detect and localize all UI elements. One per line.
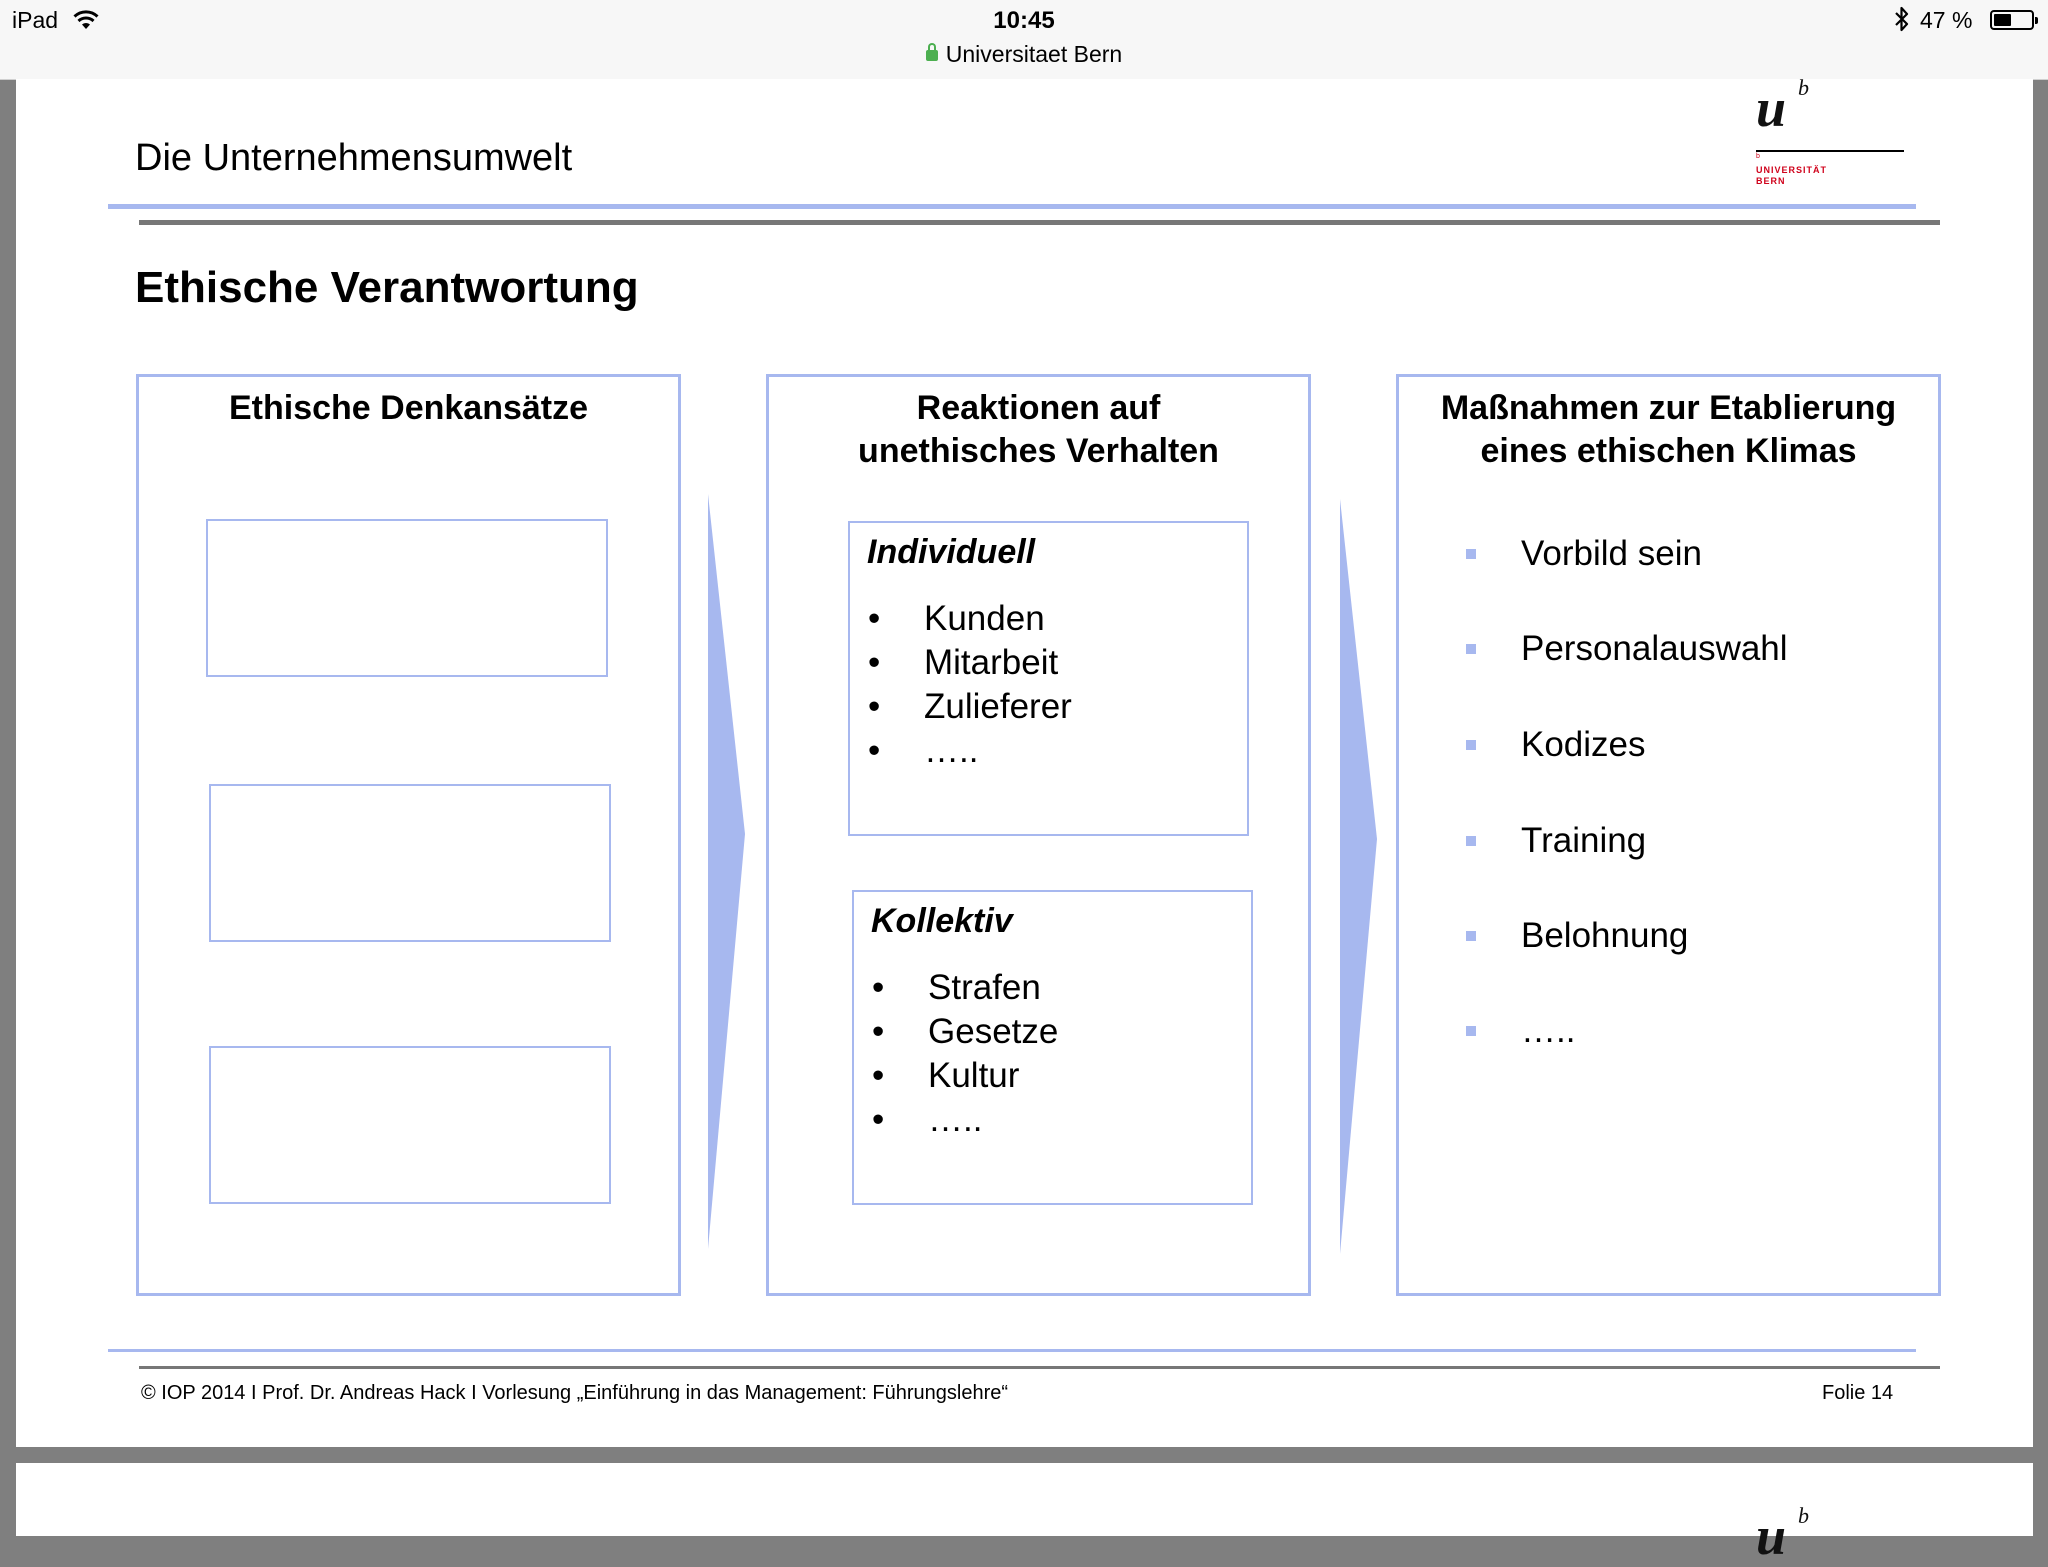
arrow-right-icon: [706, 494, 746, 1249]
list-item: Personalauswahl: [1466, 627, 1926, 671]
group-individual-title: Individuell: [867, 533, 1036, 571]
header-rule-grey: [139, 220, 1940, 225]
list-item: …..: [1466, 1009, 1926, 1053]
column-3-heading-line-2: eines ethischen Klimas: [1480, 432, 1857, 470]
slide-page: [16, 75, 2033, 1447]
logo-superscript: b: [1798, 75, 1809, 100]
url-bar[interactable]: [0, 41, 2048, 68]
header-rule-blue: [108, 204, 1916, 209]
group-collective-title: Kollektiv: [871, 902, 1013, 940]
logo-rule: [1756, 150, 1904, 152]
empty-placeholder-box: [209, 784, 611, 942]
empty-placeholder-box: [209, 1046, 611, 1204]
main-title: Ethische Verantwortung: [135, 263, 639, 312]
measures-list: [1466, 532, 1926, 1092]
logo-line-1: UNIVERSITÄT: [1756, 165, 1828, 175]
logo-small-b: b: [1756, 153, 1760, 160]
list-item: • Kultur: [872, 1056, 1020, 1095]
square-bullet-icon: [1466, 644, 1476, 654]
group-individual-list: [868, 597, 1228, 773]
column-ethical-approaches: [136, 374, 681, 1296]
list-item: Vorbild sein: [1466, 532, 1926, 576]
square-bullet-icon: [1466, 931, 1476, 941]
battery-icon: [1990, 10, 2034, 30]
footer-text: © IOP 2014 I Prof. Dr. Andreas Hack I Vorlesung „Einführung in das Management: Führungslehre“: [141, 1382, 1009, 1404]
logo-superscript: b: [1798, 1503, 1809, 1528]
arrow-right-icon: [1338, 499, 1378, 1254]
square-bullet-icon: [1466, 549, 1476, 559]
logo-mark: u: [1756, 78, 1787, 138]
logo-mark: u: [1756, 1506, 1787, 1566]
logo-line-2: BERN: [1756, 176, 1786, 186]
square-bullet-icon: [1466, 740, 1476, 750]
group-collective-list: [872, 966, 1232, 1142]
clock: 10:45: [993, 7, 1055, 34]
bluetooth-icon: [1893, 5, 1911, 33]
status-bar: [0, 0, 2048, 80]
group-individual: [848, 521, 1249, 836]
list-item: • Zulieferer: [868, 687, 1072, 726]
list-item: Kodizes: [1466, 723, 1926, 767]
list-item: • Mitarbeit: [868, 643, 1059, 682]
column-2-heading-line-1: Reaktionen auf: [916, 389, 1161, 427]
url-text: Universitaet Bern: [945, 41, 1123, 67]
section-title: Die Unternehmensumwelt: [135, 137, 573, 179]
battery-nub: [2035, 17, 2038, 24]
list-item: Training: [1466, 819, 1926, 863]
slide-number: Folie 14: [1822, 1382, 1894, 1404]
column-2-heading-line-2: unethisches Verhalten: [858, 432, 1219, 470]
footer-rule-blue: [108, 1349, 1916, 1352]
list-item: • …..: [872, 1100, 983, 1139]
list-item: • …..: [868, 731, 979, 770]
column-2-heading: [769, 387, 1308, 473]
square-bullet-icon: [1466, 1026, 1476, 1036]
footer-rule-grey: [139, 1366, 1940, 1369]
square-bullet-icon: [1466, 836, 1476, 846]
list-item: • Kunden: [868, 599, 1045, 638]
list-item: Belohnung: [1466, 914, 1926, 958]
column-1-heading: Ethische Denkansätze: [228, 389, 589, 427]
empty-placeholder-box: [206, 519, 608, 677]
university-logo: [1756, 75, 1936, 189]
column-3-heading: [1399, 387, 1938, 473]
group-collective: [852, 890, 1253, 1205]
battery-percentage: 47 %: [1920, 7, 1973, 33]
battery-level: [1994, 14, 2011, 26]
device-name: iPad: [12, 7, 59, 33]
list-item: • Gesetze: [872, 1012, 1059, 1051]
next-slide-page: [16, 1463, 2033, 1566]
column-3-heading-line-1: Maßnahmen zur Etablierung: [1440, 389, 1897, 427]
column-measures: [1396, 374, 1941, 1296]
lock-icon: [926, 50, 938, 61]
list-item: • Strafen: [872, 968, 1041, 1007]
column-reactions: [766, 374, 1311, 1296]
